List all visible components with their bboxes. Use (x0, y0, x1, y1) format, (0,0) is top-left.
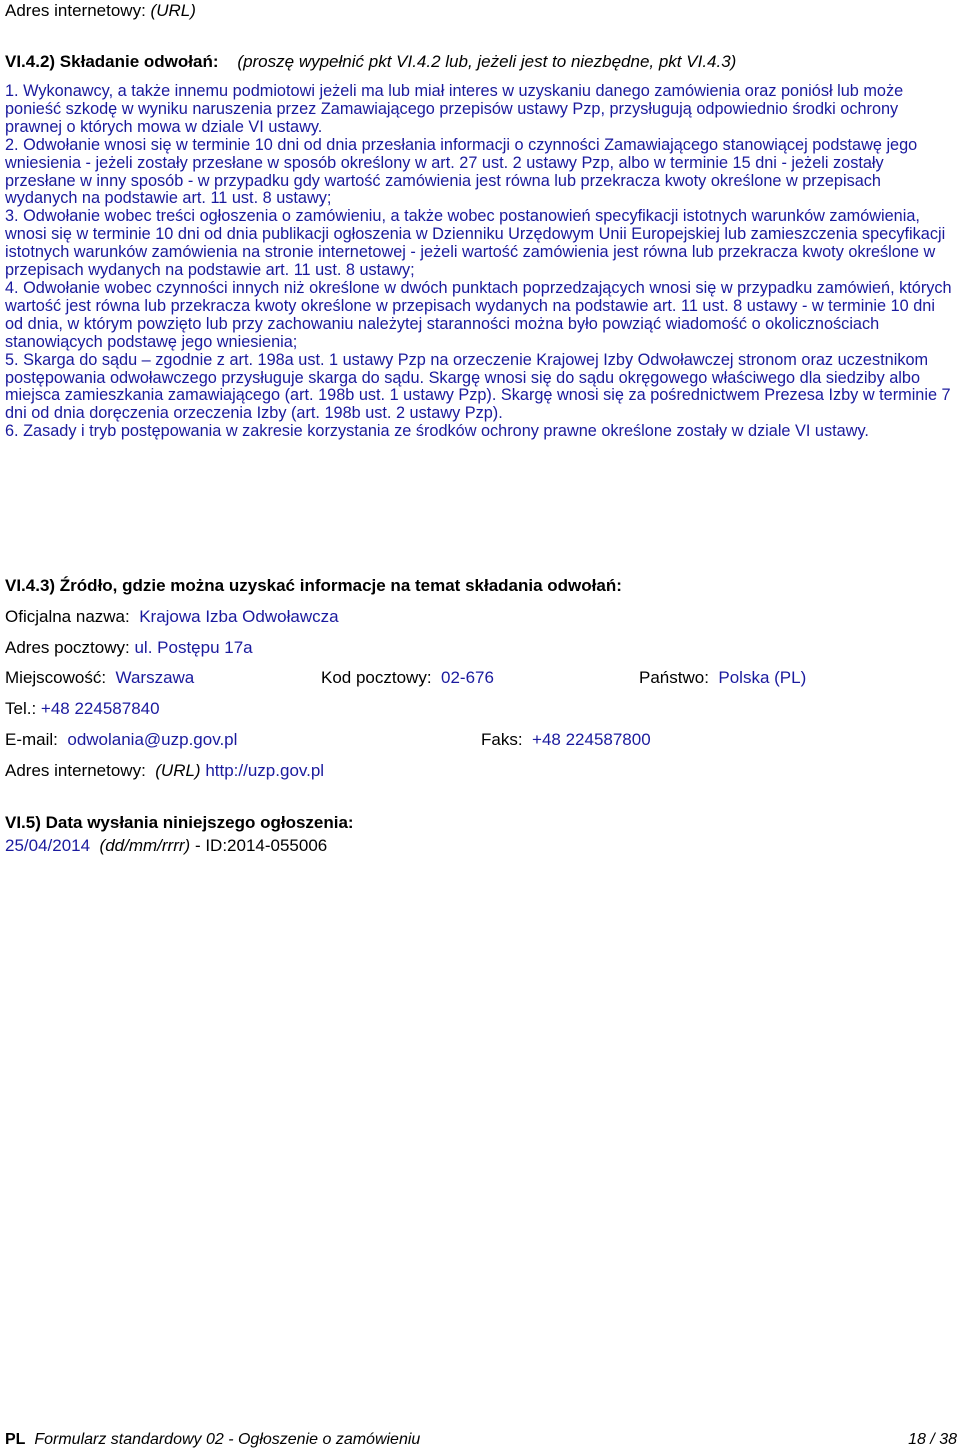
postal-address-label: Adres pocztowy: (5, 638, 130, 657)
section-vi42-heading-line (5, 52, 736, 72)
postcode-field (321, 668, 494, 688)
fax-field (481, 730, 651, 750)
email-field (5, 730, 237, 750)
appeals-paragraph-3: 3. Odwołanie wobec treści ogłoszenia o zamówieniu, a także wobec postanowień specyfikacji istotnych warunków zamówienia, wnosi się w terminie 10 dni od dnia publikacji ogłoszenia w Dzienniku Urzędowym Unii Europejskiej lub zamieszczenia specyfikacji istotnych warunków zamówienia na stronie internetowej - jeżeli wartość zamówienia jest równa lub przekracza kwoty określone w przepisach wydanych na podstawie art. 11 ust. 8 ustawy; (5, 207, 946, 280)
section-vi5-heading: VI.5) Data wysłania niniejszego ogłoszenia: (5, 813, 354, 832)
section-vi42-note: (proszę wypełnić pkt VI.4.2 lub, jeżeli jest to niezbędne, pkt VI.4.3) (237, 52, 737, 71)
top-address-value: (URL) (150, 1, 196, 20)
country-field (639, 668, 806, 688)
dispatch-date-line (5, 836, 327, 856)
page-footer (5, 1430, 957, 1450)
appeals-paragraph-5: 5. Skarga do sądu – zgodnie z art. 198a ust. 1 ustawy Pzp na orzeczenie Krajowej Izby Odwoławczej stronom oraz uczestnikom postępowania odwoławczego przysługuje skarga do sądu. Skargę wnosi się do sądu okręgowego właściwego dla siedziby albo miejsca zamieszkania zamawiającego (art. 198b ust. 1 ustawy Pzp). Skargę wnosi się za pośrednictwem Prezesa Izby w terminie 7 dni od dnia doręczenia orzeczenia Izby (art. 198b ust. 2 ustawy Pzp). (5, 350, 951, 423)
city-field (5, 668, 194, 688)
tel-label: Tel.: (5, 699, 37, 718)
city-label: Miejscowość: (5, 668, 107, 687)
official-name-value: Krajowa Izba Odwoławcza (139, 607, 339, 626)
city-value: Warszawa (115, 668, 195, 687)
dispatch-date: 25/04/2014 (5, 836, 91, 855)
notice-id: - ID:2014-055006 (194, 836, 328, 855)
country-value: Polska (PL) (718, 668, 807, 687)
postcode-value: 02-676 (441, 668, 494, 687)
tel-field (5, 699, 160, 719)
top-address-line (5, 1, 196, 21)
footer-form-title: Formularz standardowy 02 - Ogłoszenie o zamówieniu (34, 1431, 421, 1448)
country-label: Państwo: (639, 668, 709, 687)
section-vi43-heading: VI.4.3) Źródło, gdzie można uzyskać informacje na temat składania odwołań: (5, 576, 622, 595)
email-value[interactable]: odwolania@uzp.gov.pl (67, 730, 238, 749)
fax-value: +48 224587800 (532, 730, 651, 749)
appeals-paragraph-2: 2. Odwołanie wnosi się w terminie 10 dni od dnia przesłania informacji o czynności Zamawiającego stanowiącej podstawę jego wniesienia - jeżeli zostały przesłane w sposób określony w art. 27 ust. 2 ustawy Pzp, albo w terminie 15 dni - jeżeli zostały przesłane w inny sposób - w przypadku gdy wartość zamówienia jest równa lub przekracza kwoty określone w przepisach wydanych na podstawie art. 11 ust. 8 ustawy; (5, 135, 918, 208)
appeals-paragraph-6: 6. Zasady i tryb postępowania w zakresie korzystania ze środków ochrony prawne określone zostały w dziale VI ustawy. (5, 422, 869, 441)
web-url-link[interactable]: http://uzp.gov.pl (205, 761, 325, 780)
web-address-field (5, 761, 324, 781)
top-address-label: Adres internetowy: (5, 1, 146, 20)
fax-label: Faks: (481, 730, 523, 749)
official-name-label: Oficjalna nazwa: (5, 607, 130, 626)
appeals-paragraph-4: 4. Odwołanie wobec czynności innych niż określone w dwóch punktach poprzedzających wnosi się w przypadku zamówień, których wartość jest równa lub przekracza kwoty określone w przepisach wydanych na podstawie art. 11 ust. 8 ustawy - w terminie 10 dni od dnia, w którym powzięto lub przy zachowaniu należytej staranności można było powziąć wiadomość o okolicznościach stanowiących podstawę jego wniesienia; (5, 278, 952, 351)
footer-page-number: 18 / 38 (908, 1431, 957, 1448)
tel-value: +48 224587840 (40, 699, 160, 718)
postcode-label: Kod pocztowy: (321, 668, 432, 687)
postal-address-value: ul. Postępu 17a (134, 638, 253, 657)
date-format: (dd/mm/rrrr) (99, 836, 191, 855)
web-address-label: Adres internetowy: (5, 761, 146, 780)
footer-lang: PL (5, 1431, 26, 1448)
appeals-paragraphs (5, 83, 955, 441)
web-url-tag: (URL) (155, 761, 201, 780)
appeals-paragraph-1: 1. Wykonawcy, a także innemu podmiotowi jeżeli ma lub miał interes w uzyskaniu danego zamówienia oraz poniósł lub może ponieść szkodę w wyniku naruszenia przez Zamawiającego przepisów ustawy Pzp, przysługują odpowiednio środki ochrony prawnej o których mowa w dziale VI ustawy. (5, 82, 904, 136)
section-vi42-heading: VI.4.2) Składanie odwołań: (5, 52, 219, 71)
email-label: E-mail: (5, 730, 58, 749)
postal-address-field (5, 638, 253, 658)
official-name-field (5, 607, 339, 627)
